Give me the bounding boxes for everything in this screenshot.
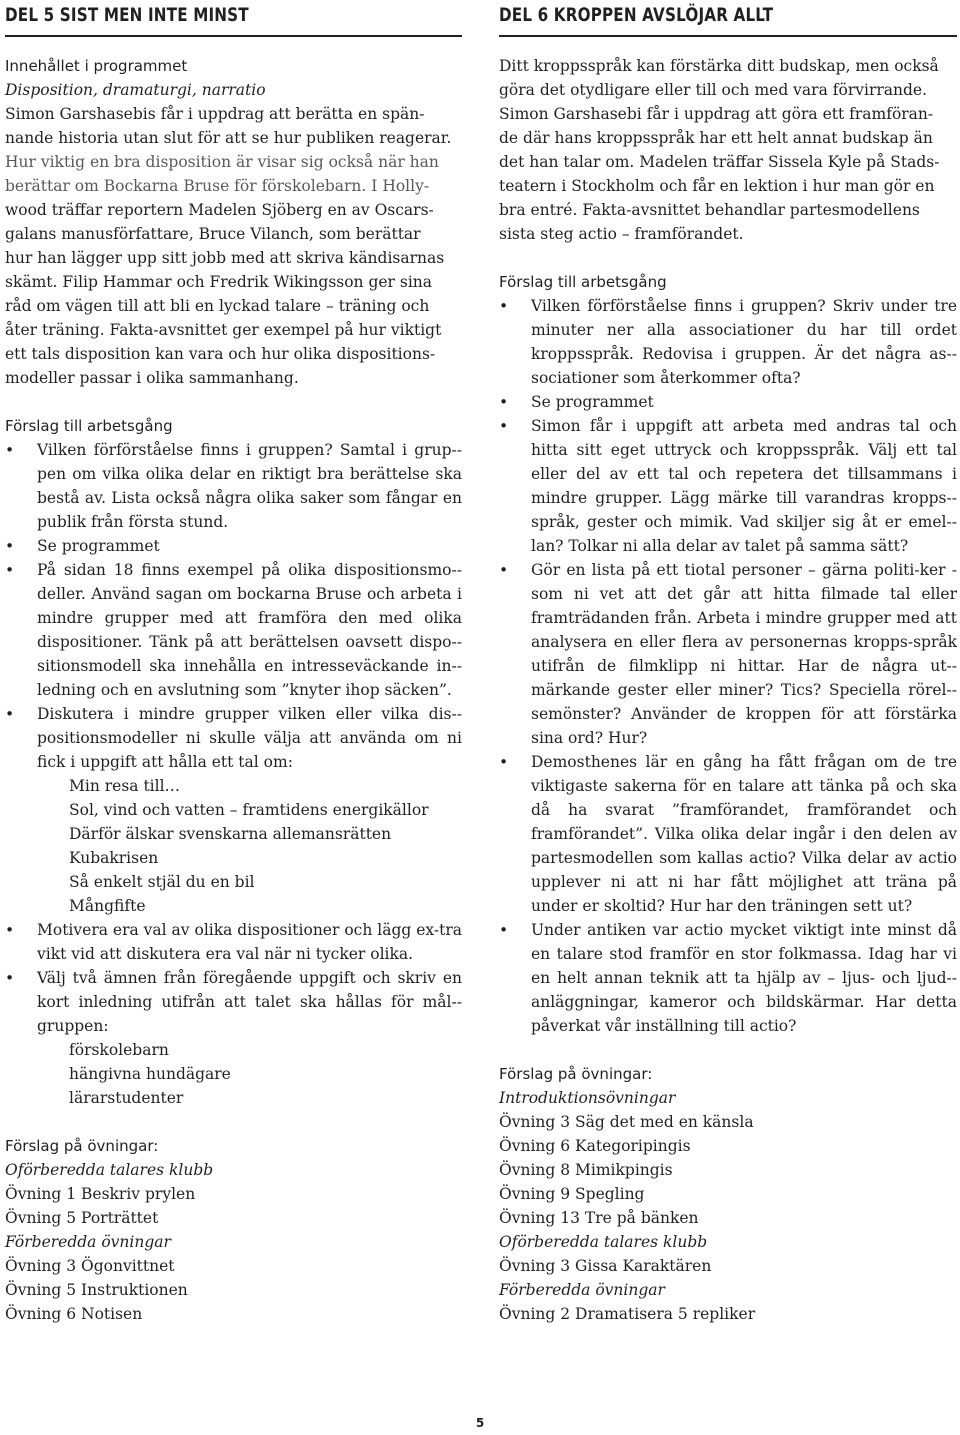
text-line: råd om vägen till att bli en lyckad talare – träning och <box>5 297 430 315</box>
exercise-item: Övning 1 Beskriv prylen <box>5 1185 196 1203</box>
italic-topics: Disposition, dramaturgi, narratio <box>5 81 266 99</box>
text-line: wood träffar reportern Madelen Sjöberg en av Oscars- <box>5 201 434 219</box>
list-item: • Motivera era val av olika dispositioner och lägg ex-tra vikt vid att diskutera era val när ni tycker olika. <box>5 918 462 966</box>
exercise-category: Förberedda övningar <box>499 1281 665 1299</box>
text-line: ett tals disposition kan vara och hur olika dispositions- <box>5 345 436 363</box>
list-item: • Simon får i uppgift att arbeta med andras tal och hitta sitt eget uttryck och kroppsspråk. Välj ett tal eller del av ett tal och repetera det tillsammans i mindre grupper. Lägg märke till varandras kropps-språk, gester och mimik. Vad skiljer sig åt er emel-lan? Tolkar ni alla delar av talet på samma sätt? <box>499 414 957 558</box>
subheading-work-suggestions: Förslag till arbetsgång <box>5 417 173 435</box>
exercise-item: Övning 6 Notisen <box>5 1305 143 1323</box>
list-item: Därför älskar svenskarna allemansrätten <box>69 825 392 843</box>
exercise-item: Övning 3 Säg det med en känsla <box>499 1113 754 1131</box>
text-line: Simon Garshasebis får i uppdrag att berätta en spän- <box>5 105 425 123</box>
subheading-exercises: Förslag på övningar: <box>5 1137 159 1155</box>
list-item: Så enkelt stjäl du en bil <box>69 873 255 891</box>
text-line: göra det otydligare eller till och med vara förvirrande. <box>499 81 928 99</box>
list-item: förskolebarn <box>69 1041 169 1059</box>
audience-list <box>5 1038 462 1110</box>
list-item: Min resa till… <box>69 777 181 795</box>
exercise-list <box>499 1086 957 1326</box>
exercise-category: Förberedda övningar <box>5 1233 171 1251</box>
list-item: • Gör en lista på ett tiotal personer – gärna politi-ker - som ni vet att det går att hitta filmade tal eller framträdanden från. Arbeta i mindre grupper med att analysera en eller flera av personernas kropps-språk utifrån de filmklipp ni hittar. Har de några ut-märkande gester eller miner? Tics? Speciella rörel-semönster? Använder de kroppen för att förstärka sina ord? Hur? <box>499 558 957 750</box>
exercise-item: Övning 6 Kategoripingis <box>499 1137 691 1155</box>
page-number: 5 <box>475 1416 485 1430</box>
subheading-exercises: Förslag på övningar: <box>499 1065 653 1083</box>
exercise-item: Övning 9 Spegling <box>499 1185 645 1203</box>
text-line: nande historia utan slut för att se hur publiken reagerar. <box>5 129 452 147</box>
left-column <box>5 0 462 1326</box>
list-item: • Vilken förförståelse finns i gruppen? Samtal i grup-pen om vilka olika delar en riktigt bra berättelse ska bestå av. Lista också några olika saker som fångar en publik från första stund. <box>5 438 462 534</box>
list-item: lärarstudenter <box>69 1089 184 1107</box>
work-suggestions-list-continued <box>5 918 462 1038</box>
programme-description <box>5 102 462 390</box>
text-line: bra entré. Fakta-avsnittet behandlar partesmodellens <box>499 201 920 219</box>
text-line: sista steg actio – framförandet. <box>499 225 744 243</box>
text-line: Hur viktig en bra disposition är visar sig också när han <box>5 153 439 171</box>
talk-topics-list <box>5 774 462 918</box>
exercise-category: Introduktionsövningar <box>499 1089 676 1107</box>
section-heading: DEL 6 KROPPEN AVSLÖJAR ALLT <box>499 4 774 26</box>
exercise-list <box>5 1158 462 1326</box>
exercise-item: Övning 3 Gissa Karaktären <box>499 1257 712 1275</box>
list-item: • Välj två ämnen från föregående uppgift och skriv en kort inledning utifrån att talet ska hållas för mål-gruppen: <box>5 966 462 1038</box>
section-heading: DEL 5 SIST MEN INTE MINST <box>5 4 249 26</box>
exercise-item: Övning 13 Tre på bänken <box>499 1209 699 1227</box>
exercise-item: Övning 8 Mimikpingis <box>499 1161 673 1179</box>
text-line: de där hans kroppsspråk har ett helt annat budskap än <box>499 129 933 147</box>
list-item: • Demosthenes lär en gång ha fått frågan om de tre viktigaste sakerna för en talare att tänka på och ska då ha svarat ”framförandet, framförandet och framförandet”. Vilka olika delar ingår i den delen av partesmodellen som kallas actio? Vilka delar av actio upplever ni att ni har fått möjlighet att träna på under er skoltid? Hur har den träningen sett ut? <box>499 750 957 918</box>
list-item: • Vilken förförståelse finns i gruppen? Skriv under tre minuter ner alla associationer du har till ordet kroppsspråk. Redovisa i gruppen. Är det några as-sociationer som återkommer ofta? <box>499 294 957 390</box>
text-line: berättar om Bockarna Bruse för förskolebarn. I Holly- <box>5 177 430 195</box>
list-item: • Se programmet <box>499 390 957 414</box>
subheading-work-suggestions: Förslag till arbetsgång <box>499 273 667 291</box>
list-item: Mångfifte <box>69 897 146 915</box>
text-line: åter träning. Fakta-avsnittet ger exempel på hur viktigt <box>5 321 442 339</box>
list-item: • Se programmet <box>5 534 462 558</box>
text-line: det han talar om. Madelen träffar Sissela Kyle på Stads- <box>499 153 940 171</box>
text-line: skämt. Filip Hammar och Fredrik Wikingsson ger sina <box>5 273 433 291</box>
list-item: Kubakrisen <box>69 849 159 867</box>
text-line: hur han lägger upp sitt jobb med att skriva kändisarnas <box>5 249 445 267</box>
text-line: Simon Garshasebi får i uppdrag att göra ett framföran- <box>499 105 934 123</box>
text-line: galans manusförfattare, Bruce Vilanch, som berättar <box>5 225 421 243</box>
exercise-category: Oförberedda talares klubb <box>5 1161 214 1179</box>
exercise-item: Övning 2 Dramatisera 5 repliker <box>499 1305 756 1323</box>
list-item: • På sidan 18 finns exempel på olika dispositionsmo-deller. Använd sagan om bockarna Bruse och arbeta i mindre grupper med att framföra den med olika dispositioner. Tänk på att berättelsen oavsett dispo-sitionsmodell ska innehålla en intresseväckande in-ledning och en avslutning som ”knyter ihop säcken”. <box>5 558 462 702</box>
exercise-item: Övning 5 Instruktionen <box>5 1281 188 1299</box>
work-suggestions-list <box>499 294 957 1038</box>
text-line: Ditt kroppsspråk kan förstärka ditt budskap, men också <box>499 57 939 75</box>
exercise-item: Övning 3 Ögonvittnet <box>5 1257 175 1275</box>
list-item: hängivna hundägare <box>69 1065 231 1083</box>
exercise-category: Oförberedda talares klubb <box>499 1233 708 1251</box>
exercise-item: Övning 5 Porträttet <box>5 1209 159 1227</box>
subheading-programme-content: Innehållet i programmet <box>5 57 188 75</box>
list-item: Sol, vind och vatten – framtidens energikällor <box>69 801 429 819</box>
text-line: teatern i Stockholm och får en lektion i hur man gör en <box>499 177 935 195</box>
list-item: • Diskutera i mindre grupper vilken eller vilka dis-positionsmodeller ni skulle välja att använda om ni fick i uppgift att hålla ett tal om: <box>5 702 462 774</box>
text-line: modeller passar i olika sammanhang. <box>5 369 299 387</box>
right-column <box>499 0 957 1326</box>
work-suggestions-list <box>5 438 462 774</box>
list-item: • Under antiken var actio mycket viktigt inte minst då en talare stod framför en stor folkmassa. Idag har vi en helt annan teknik att ta hjälp av – ljus- och ljud-anläggningar, kameror och bildskärmar. Har detta påverkat vår inställning till actio? <box>499 918 957 1038</box>
intro-text <box>499 54 957 246</box>
